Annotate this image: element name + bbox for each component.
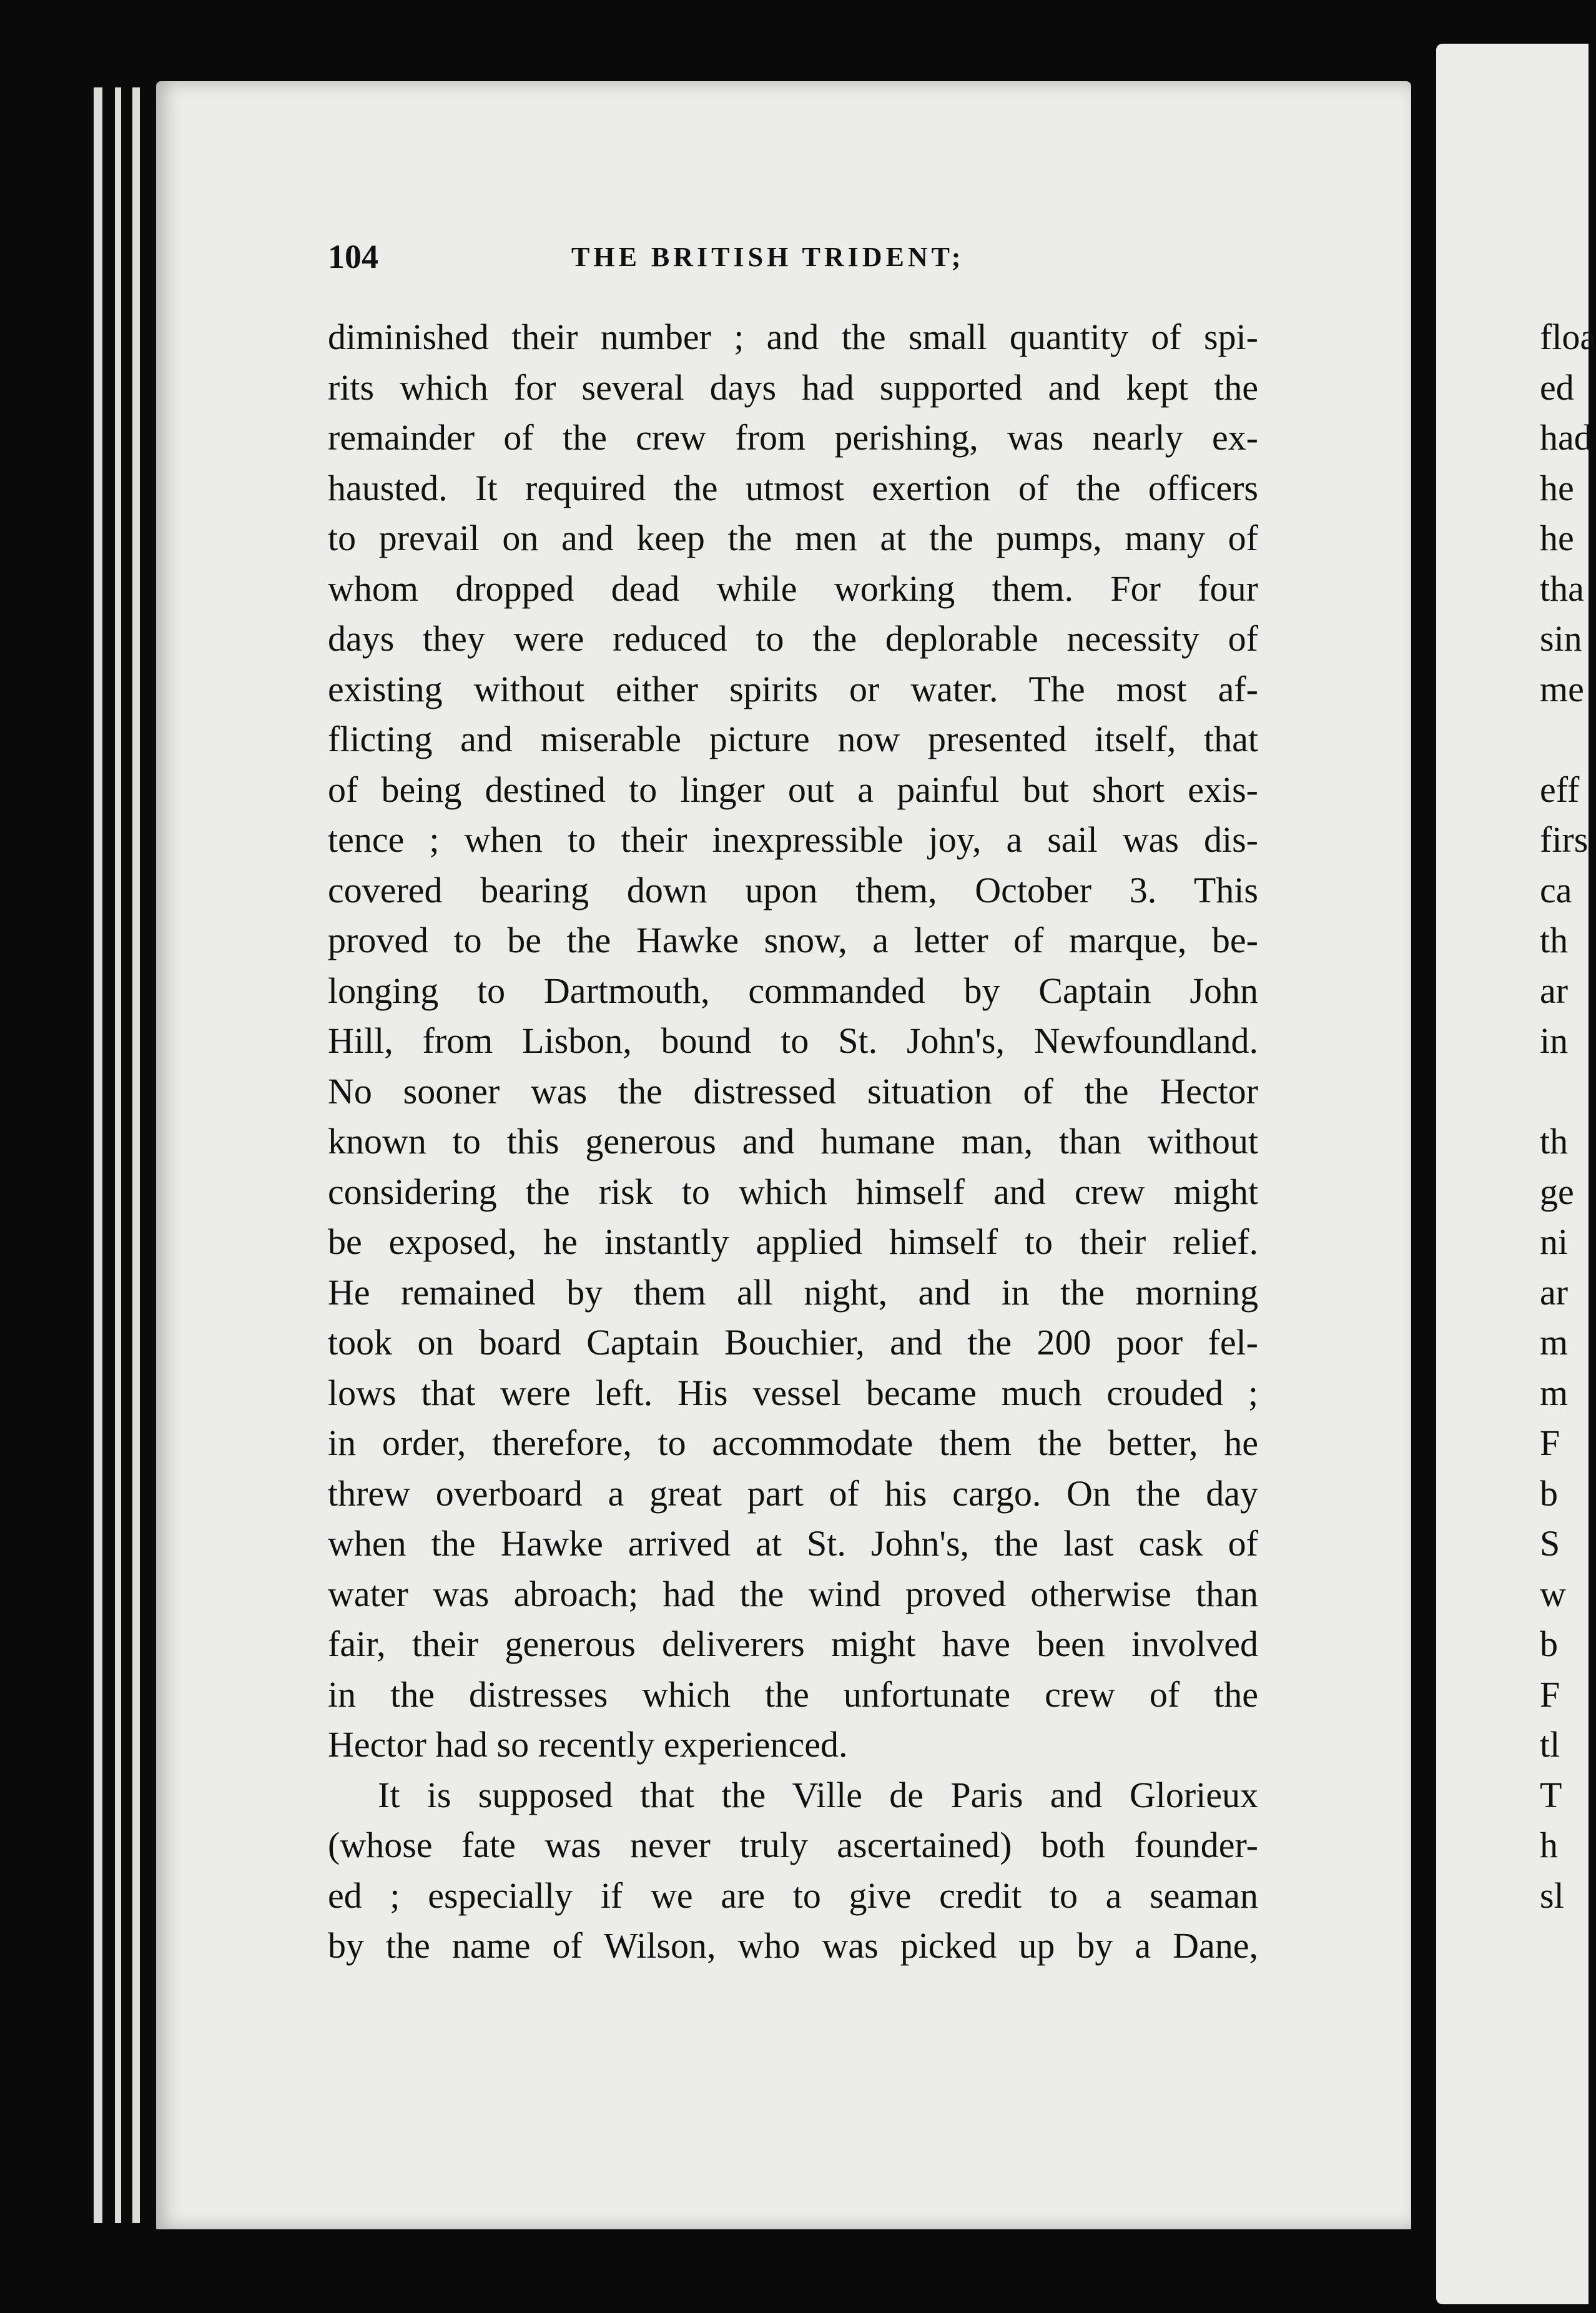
text-line: in the distresses which the unfortunate crew of the: [328, 1674, 1258, 1715]
fragment: m: [1540, 1372, 1569, 1413]
text-line: known to this generous and humane man, than without: [328, 1121, 1258, 1161]
right-page-fragments: [1540, 312, 1596, 1921]
fragment: F: [1540, 1423, 1560, 1463]
text-line: existing without either spirits or water. The most af-: [328, 668, 1258, 709]
fragment: sin: [1540, 618, 1582, 659]
fragment: th: [1540, 920, 1569, 960]
fragment: S: [1540, 1523, 1560, 1564]
page-header: [328, 237, 1264, 287]
fragment: he: [1540, 467, 1574, 508]
fragment: ni: [1540, 1221, 1569, 1262]
fragment: F: [1540, 1674, 1560, 1715]
fragment: ca: [1540, 869, 1572, 910]
text-line: He remained by them all night, and in the morning: [328, 1271, 1258, 1313]
text-line: It is supposed that the Ville de Paris and Glorieux: [378, 1774, 1258, 1815]
text-line: of being destined to linger out a painful but short exis-: [328, 769, 1258, 810]
text-line: remainder of the crew from perishing, was nearly ex-: [328, 417, 1258, 458]
text-line: proved to be the Hawke snow, a letter of marque, be-: [328, 920, 1258, 960]
text-line: days they were reduced to the deplorable necessity of: [328, 618, 1258, 659]
fragment: m: [1540, 1322, 1569, 1363]
text-line: flicting and miserable picture now presented itself, that: [328, 719, 1258, 759]
fragment: eff: [1540, 769, 1580, 810]
fragment: floa: [1540, 317, 1596, 357]
fragment: me: [1540, 668, 1584, 709]
text-line: in order, therefore, to accommodate them the better, he: [328, 1423, 1258, 1463]
fragment: ed: [1540, 367, 1574, 408]
page-number: 104: [328, 238, 378, 275]
fragment: in: [1540, 1020, 1569, 1061]
body-text: [328, 312, 1258, 1971]
text-line: whom dropped dead while working them. For four: [328, 568, 1258, 609]
fragment: had: [1540, 417, 1592, 458]
fragment: b: [1540, 1472, 1558, 1514]
text-line: water was abroach; had the wind proved otherwise than: [328, 1573, 1258, 1614]
text-line: longing to Dartmouth, commanded by Captain John: [328, 970, 1258, 1011]
fragment: tl: [1540, 1724, 1560, 1765]
fragment: b: [1540, 1624, 1558, 1664]
fragment: ge: [1540, 1171, 1574, 1212]
text-line: fair, their generous deliverers might have been involved: [328, 1624, 1258, 1664]
text-line: Hill, from Lisbon, bound to St. John's, Newfoundland.: [328, 1020, 1258, 1061]
text-line: tence ; when to their inexpressible joy, a sail was dis-: [328, 819, 1258, 860]
fragment: firs: [1540, 819, 1589, 860]
fragment: ar: [1540, 1271, 1569, 1313]
text-line: No sooner was the distressed situation of the Hector: [328, 1070, 1258, 1112]
fragment: th: [1540, 1121, 1569, 1161]
fragment: w: [1540, 1573, 1566, 1614]
text-line: hausted. It required the utmost exertion of the officers: [328, 467, 1258, 508]
text-line: when the Hawke arrived at St. John's, the last cask of: [328, 1523, 1258, 1564]
fragment: [1540, 714, 1589, 765]
text-line: took on board Captain Bouchier, and the 200 poor fel-: [328, 1322, 1258, 1363]
fragment: ar: [1540, 970, 1569, 1011]
fragment: sl: [1540, 1875, 1564, 1916]
text-line: covered bearing down upon them, October 3. This: [328, 869, 1258, 910]
page-edge: [132, 87, 140, 2223]
fragment: [1540, 1067, 1589, 1117]
text-line: lows that were left. His vessel became much crouded ;: [328, 1372, 1258, 1413]
text-line: to prevail on and keep the men at the pumps, many of: [328, 518, 1258, 558]
page-edge: [115, 87, 121, 2223]
fragment: h: [1540, 1825, 1558, 1865]
text-line: (whose fate was never truly ascertained) both founder-: [328, 1825, 1258, 1865]
text-line: be exposed, he instantly applied himself to their relief.: [328, 1221, 1258, 1262]
fragment: he: [1540, 518, 1574, 558]
text-line: threw overboard a great part of his cargo. On the day: [328, 1472, 1258, 1514]
text-line: considering the risk to which himself and crew might: [328, 1171, 1258, 1212]
fragment: T: [1540, 1774, 1562, 1815]
text-line: diminished their number ; and the small quantity of spi-: [328, 317, 1258, 357]
fragment: tha: [1540, 568, 1584, 609]
text-line: ed ; especially if we are to give credit to a seaman: [328, 1875, 1258, 1916]
running-head: THE BRITISH TRIDENT;: [571, 242, 965, 272]
text-line: rits which for several days had supported and kept the: [328, 367, 1258, 408]
page-edge: [94, 87, 102, 2223]
text-line: by the name of Wilson, who was picked up by a Dane,: [328, 1925, 1258, 1966]
text-line: Hector had so recently experienced.: [328, 1724, 848, 1765]
